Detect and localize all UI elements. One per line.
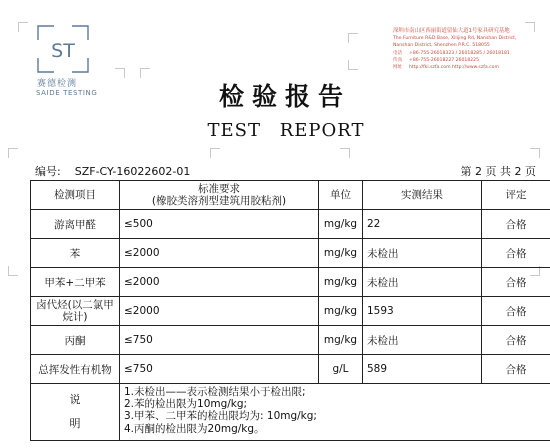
address-cn: 深圳市南山区西丽街道留仙大道1号家具研究基地 bbox=[393, 28, 510, 34]
notes-text bbox=[120, 384, 550, 441]
cell-item: 游离甲醛 bbox=[31, 210, 120, 239]
cell-item: 卤代烃(以二氯甲烷计) bbox=[31, 297, 120, 326]
test-results-table bbox=[30, 180, 550, 441]
contact-phone: 电话 +86-755-26018323 / 26018285 / 26018181 bbox=[393, 50, 510, 56]
cell-standard: ≤750 bbox=[120, 326, 319, 355]
crop-mark bbox=[348, 33, 358, 43]
table-row bbox=[31, 210, 550, 239]
address-en-2: Nanshan District, Shenzhen P.R.C. 518055 bbox=[393, 43, 490, 49]
report-title-cn: 检验报告 bbox=[218, 82, 351, 111]
cell-unit: g/L bbox=[319, 355, 363, 384]
note-line: 4.丙酮的检出限为20mg/kg。 bbox=[124, 422, 265, 435]
cell-evaluation: 合格 bbox=[482, 239, 550, 268]
cell-standard: ≤500 bbox=[120, 210, 319, 239]
note-line: 2.苯的检出限为10mg/kg; bbox=[124, 398, 248, 411]
contact-web: 网址 http://fki.szfa.com http://www.szfa.com bbox=[393, 65, 499, 71]
header-standard: 标准要求 (橡胶类溶剂型建筑用胶粘剂) bbox=[120, 181, 319, 210]
cell-result: 589 bbox=[363, 355, 482, 384]
logo-name-cn: 赛德检测 bbox=[37, 79, 78, 89]
cell-item: 苯 bbox=[31, 239, 120, 268]
page-info: 第 2 页 共 2 页 bbox=[460, 165, 536, 178]
crop-mark bbox=[8, 266, 18, 276]
cell-standard: ≤750 bbox=[120, 355, 319, 384]
table-row bbox=[31, 326, 550, 355]
cell-unit: mg/kg bbox=[319, 210, 363, 239]
notes-label: 说 明 bbox=[31, 384, 120, 441]
logo-name-en: SAIDE TESTING bbox=[36, 89, 98, 97]
header-unit: 单位 bbox=[319, 181, 363, 210]
header-item: 检测项目 bbox=[31, 181, 120, 210]
cell-evaluation: 合格 bbox=[482, 268, 550, 297]
header-result: 实测结果 bbox=[363, 181, 482, 210]
cell-standard: ≤2000 bbox=[120, 268, 319, 297]
crop-mark bbox=[348, 60, 358, 70]
table-row bbox=[31, 297, 550, 326]
cell-result: 22 bbox=[363, 210, 482, 239]
cell-unit: mg/kg bbox=[319, 326, 363, 355]
cell-evaluation: 合格 bbox=[482, 355, 550, 384]
note-line: 1.未检出——表示检测结果小于检出限; bbox=[124, 386, 306, 398]
note-line: 3.甲苯、二甲苯的检出限均为: 10mg/kg; bbox=[124, 410, 317, 423]
contact-block bbox=[393, 28, 543, 71]
cell-evaluation: 合格 bbox=[482, 326, 550, 355]
header-evaluation: 评定 bbox=[482, 181, 550, 210]
cell-item: 丙酮 bbox=[31, 326, 120, 355]
st-logo-icon bbox=[36, 24, 90, 74]
report-number bbox=[35, 163, 190, 179]
report-number-label: 编号: bbox=[35, 165, 61, 178]
crop-mark bbox=[8, 148, 18, 158]
cell-standard: ≤2000 bbox=[120, 297, 319, 326]
crop-mark bbox=[340, 148, 350, 158]
cell-evaluation: 合格 bbox=[482, 297, 550, 326]
cell-result: 1593 bbox=[363, 297, 482, 326]
table-row bbox=[31, 355, 550, 384]
cell-item: 总挥发性有机物 bbox=[31, 355, 120, 384]
cell-item: 甲苯+二甲苯 bbox=[31, 268, 120, 297]
table-row bbox=[31, 239, 550, 268]
cell-unit: mg/kg bbox=[319, 239, 363, 268]
cell-evaluation: 合格 bbox=[482, 210, 550, 239]
table-row bbox=[31, 268, 550, 297]
notes-row bbox=[31, 384, 550, 441]
cell-unit: mg/kg bbox=[319, 297, 363, 326]
crop-mark bbox=[530, 148, 540, 158]
contact-fax: 传真 +86-755-26018227 26018225 bbox=[393, 57, 480, 63]
cell-standard: ≤2000 bbox=[120, 239, 319, 268]
report-number-value: SZF-CY-16022602-01 bbox=[74, 165, 191, 178]
report-title-en: TEST REPORT bbox=[207, 120, 365, 141]
svg-text:ST: ST bbox=[51, 40, 75, 62]
cell-result: 未检出 bbox=[363, 268, 482, 297]
table-header-row bbox=[31, 181, 550, 210]
crop-mark bbox=[210, 148, 220, 158]
address-en-1: The Furniture R&D Base, Xilijing Rd, Nanshan District, bbox=[393, 36, 517, 42]
cell-result: 未检出 bbox=[363, 239, 482, 268]
cell-unit: mg/kg bbox=[319, 268, 363, 297]
cell-result: 未检出 bbox=[363, 326, 482, 355]
